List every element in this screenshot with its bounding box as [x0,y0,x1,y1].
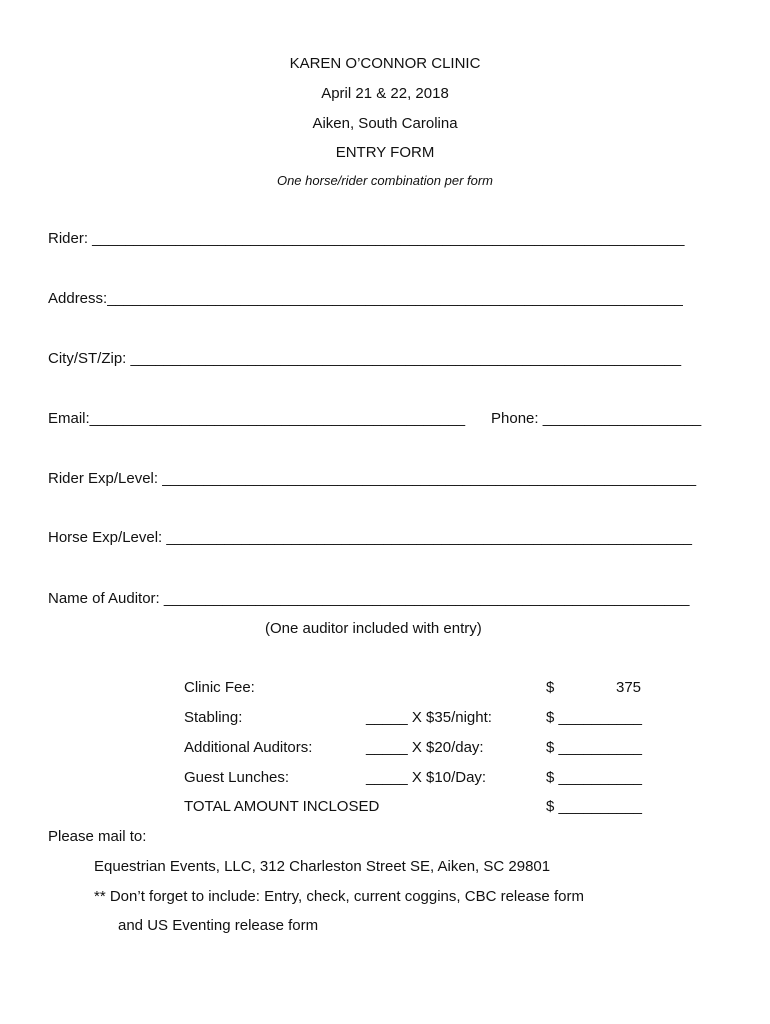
guest-lunches-quantity[interactable]: _____ X $10/Day: [366,769,487,786]
city-state-zip-field[interactable]: City/ST/Zip: __________________________________________________________________ [48,350,682,367]
phone-field[interactable]: Phone: ___________________ [491,410,702,427]
total-amount[interactable]: $ __________ [546,798,642,815]
mail-heading: Please mail to: [48,828,147,845]
stabling-amount[interactable]: $ __________ [546,709,642,726]
rider-experience-field[interactable]: Rider Exp/Level: ________________________________________________________________ [48,470,697,487]
guest-lunches-label: Guest Lunches: [184,769,290,786]
reminder-line-2: and US Eventing release form [118,917,319,934]
form-title: ENTRY FORM [335,144,435,161]
additional-auditors-label: Additional Auditors: [184,739,313,756]
clinic-dates: April 21 & 22, 2018 [321,85,449,102]
clinic-fee-amount: 375 [616,679,642,696]
additional-auditors-quantity[interactable]: _____ X $20/day: [366,739,484,756]
stabling-label: Stabling: [184,709,243,726]
auditor-name-field[interactable]: Name of Auditor: _______________________________________________________________ [48,590,690,607]
rider-field[interactable]: Rider: _______________________________________________________________________ [48,230,685,247]
auditor-note: (One auditor included with entry) [265,620,482,637]
clinic-title: KAREN O’CONNOR CLINIC [289,55,481,72]
mail-address: Equestrian Events, LLC, 312 Charleston Street SE, Aiken, SC 29801 [94,858,551,875]
address-field[interactable]: Address:_____________________________________________________________________ [48,290,683,307]
additional-auditors-amount[interactable]: $ __________ [546,739,642,756]
guest-lunches-amount[interactable]: $ __________ [546,769,642,786]
clinic-fee-label: Clinic Fee: [184,679,255,696]
reminder-line-1: ** Don’t forget to include: Entry, check, current coggins, CBC release form [94,888,584,905]
form-note: One horse/rider combination per form [276,173,494,188]
clinic-fee-dollar: $ [546,679,555,696]
stabling-quantity[interactable]: _____ X $35/night: [366,709,492,726]
total-amount-label: TOTAL AMOUNT INCLOSED [184,798,380,815]
clinic-location: Aiken, South Carolina [312,115,458,132]
horse-experience-field[interactable]: Horse Exp/Level: _______________________________________________________________ [48,529,692,546]
email-field[interactable]: Email:_____________________________________________ [48,410,466,427]
